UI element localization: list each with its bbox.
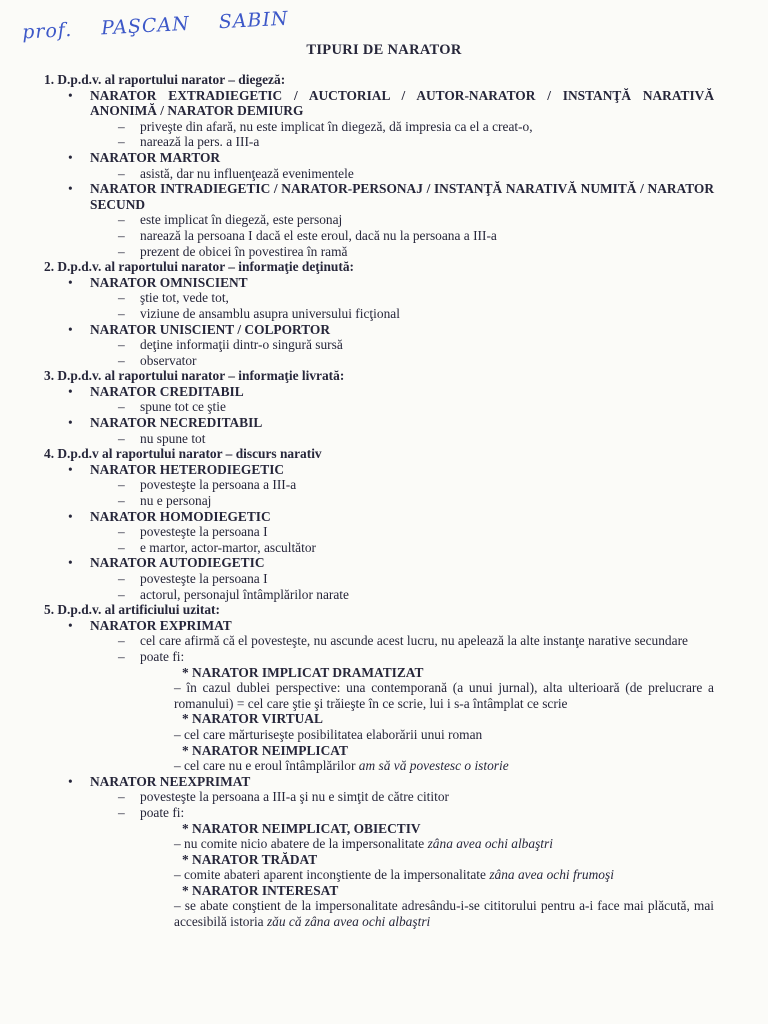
section-5-heading: 5. D.p.d.v. al artificiului uzitat: bbox=[44, 602, 220, 618]
s1-b3-dash-2: – narează la persoana I dacă el este eroul, dacă nu la persoana a III-a bbox=[44, 228, 714, 244]
s5-b2-sub-1-line bbox=[44, 836, 714, 852]
s5-b1-dash-1: – cel care afirmă că el povesteşte, nu ascunde acest lucru, nu apelează la alte instanţe narative secundare bbox=[44, 633, 714, 649]
s5-b1-dash-2: – poate fi: bbox=[44, 649, 714, 665]
s5-b1-sub-2-heading: * NARATOR VIRTUAL bbox=[182, 711, 323, 727]
section-3-heading: 3. D.p.d.v. al raportului narator – informaţie livrată: bbox=[44, 368, 345, 384]
s2-bullet-uniscient: • NARATOR UNISCIENT / COLPORTOR bbox=[44, 322, 714, 338]
page-title: TIPURI DE NARATOR bbox=[306, 42, 462, 58]
section-1-heading: 1. D.p.d.v. al raportului narator – diegeză: bbox=[44, 72, 286, 87]
s1-bullet-intradiegetic: • NARATOR INTRADIEGETIC / NARATOR-PERSONAJ / INSTANŢĂ NARATIVĂ NUMITĂ / NARATOR SECUND bbox=[44, 181, 714, 212]
s4-bullet-heterodiegetic: • NARATOR HETERODIEGETIC bbox=[44, 462, 714, 478]
s4-b2-dash-2: – e martor, actor-martor, ascultător bbox=[44, 540, 714, 556]
s5-b2-sub-3-heading: * NARATOR INTERESAT bbox=[182, 882, 339, 898]
s1-b3-dash-3: – prezent de obicei în povestirea în ramă bbox=[44, 244, 714, 260]
section-2-heading: 2. D.p.d.v. al raportului narator – informaţie deţinută: bbox=[44, 259, 354, 275]
s5-b2-sub-3-text: – se abate conştient de la impersonalitate adresându-i-se cititorului pentru a-i face mai plăcută, mai accesibilă istoria bbox=[174, 898, 714, 930]
s2-b2-dash-2: – observator bbox=[44, 353, 714, 369]
s2-b1-dash-1: – ştie tot, vede tot, bbox=[44, 290, 714, 306]
s1-b3-dash-1: – este implicat în diegeză, este personaj bbox=[44, 212, 714, 228]
s3-bullet-necreditabil: • NARATOR NECREDITABIL bbox=[44, 415, 714, 431]
s5-b2-sub-2-line bbox=[44, 867, 714, 883]
s4-b1-dash-2: – nu e personaj bbox=[44, 493, 714, 509]
handwritten-name-1: PAŞCAN bbox=[100, 12, 191, 40]
s5-b2-sub-1-example: zâna avea ochi albaştri bbox=[427, 836, 553, 852]
s2-bullet-omniscient: • NARATOR OMNISCIENT bbox=[44, 275, 714, 291]
s5-b2-sub-1-heading: * NARATOR NEIMPLICAT, OBIECTIV bbox=[182, 820, 421, 836]
s4-bullet-homodiegetic: • NARATOR HOMODIEGETIC bbox=[44, 509, 714, 525]
s5-b2-sub-2-heading: * NARATOR TRĂDAT bbox=[182, 851, 318, 867]
s5-b2-dash-2: – poate fi: bbox=[44, 805, 714, 821]
handwritten-prof: prof. bbox=[21, 18, 73, 44]
s5-b2-dash-1: – povesteşte la persoana a III-a şi nu e simţit de către cititor bbox=[44, 789, 714, 805]
s4-b3-dash-1: – povesteşte la persoana I bbox=[44, 571, 714, 587]
s5-b1-sub-3-example: am să vă povestesc o istorie bbox=[358, 758, 509, 774]
s2-b1-dash-2: – viziune de ansamblu asupra universului ficţional bbox=[44, 306, 714, 322]
s1-b2-dash-1: – asistă, dar nu influenţează evenimentele bbox=[44, 166, 714, 182]
section-4-heading: 4. D.p.d.v al raportului narator – discurs narativ bbox=[44, 446, 322, 462]
s4-bullet-autodiegetic: • NARATOR AUTODIEGETIC bbox=[44, 555, 714, 571]
s5-b1-sub-3-heading: * NARATOR NEIMPLICAT bbox=[182, 742, 348, 758]
document-body bbox=[44, 72, 714, 930]
s5-b1-sub-1-heading: * NARATOR IMPLICAT DRAMATIZAT bbox=[182, 664, 424, 680]
s5-b1-sub-3-text: – cel care nu e eroul întâmplărilor bbox=[174, 758, 356, 774]
s5-b2-sub-2-text: – comite abateri aparent inconştiente de la impersonalitate bbox=[174, 867, 486, 883]
s5-b1-sub-3-line bbox=[44, 758, 714, 774]
s3-bullet-creditabil: • NARATOR CREDITABIL bbox=[44, 384, 714, 400]
s5-b1-sub-2-text: – cel care mărturiseşte posibilitatea elaborării unui roman bbox=[174, 726, 483, 742]
s4-b3-dash-2: – actorul, personajul întâmplărilor narate bbox=[44, 587, 714, 603]
s4-b2-dash-1: – povesteşte la persoana I bbox=[44, 524, 714, 540]
handwritten-name-2: SABIN bbox=[218, 7, 290, 34]
s3-b2-dash-1: – nu spune tot bbox=[44, 431, 714, 447]
s5-b2-sub-3-example: zău că zâna avea ochi albaştri bbox=[266, 914, 431, 930]
s1-bullet-extradiegetic: • NARATOR EXTRADIEGETIC / AUCTORIAL / AUTOR-NARATOR / INSTANŢĂ NARATIVĂ ANONIMĂ / NARATOR DEMIURG bbox=[44, 88, 714, 119]
s4-b1-dash-1: – povesteşte la persoana a III-a bbox=[44, 477, 714, 493]
s1-bullet-martor: • NARATOR MARTOR bbox=[44, 150, 714, 166]
s5-bullet-neexprimat: • NARATOR NEEXPRIMAT bbox=[44, 774, 714, 790]
s5-b2-sub-3-line bbox=[44, 898, 714, 929]
s5-b2-sub-1-text: – nu comite nicio abatere de la impersonalitate bbox=[174, 836, 425, 852]
s5-bullet-exprimat: • NARATOR EXPRIMAT bbox=[44, 618, 714, 634]
s1-b1-dash-2: – narează la pers. a III-a bbox=[44, 134, 714, 150]
handwritten-author-note bbox=[22, 6, 311, 43]
s3-b1-dash-1: – spune tot ce ştie bbox=[44, 399, 714, 415]
s5-b2-sub-2-example: zâna avea ochi frumoşi bbox=[489, 867, 614, 883]
s1-b1-dash-1: – priveşte din afară, nu este implicat în diegeză, dă impresia ca el a creat-o, bbox=[44, 119, 714, 135]
s5-b1-sub-1-text: – în cazul dublei perspective: una contemporană (a unui jurnal), alta ulterioară (de prelucrare a romanului) = cel care ştie şi trăieşte în ce scrie, lui i s-a întâmplat ce scrie bbox=[174, 680, 714, 711]
s2-b2-dash-1: – deţine informaţii dintr-o singură sursă bbox=[44, 337, 714, 353]
